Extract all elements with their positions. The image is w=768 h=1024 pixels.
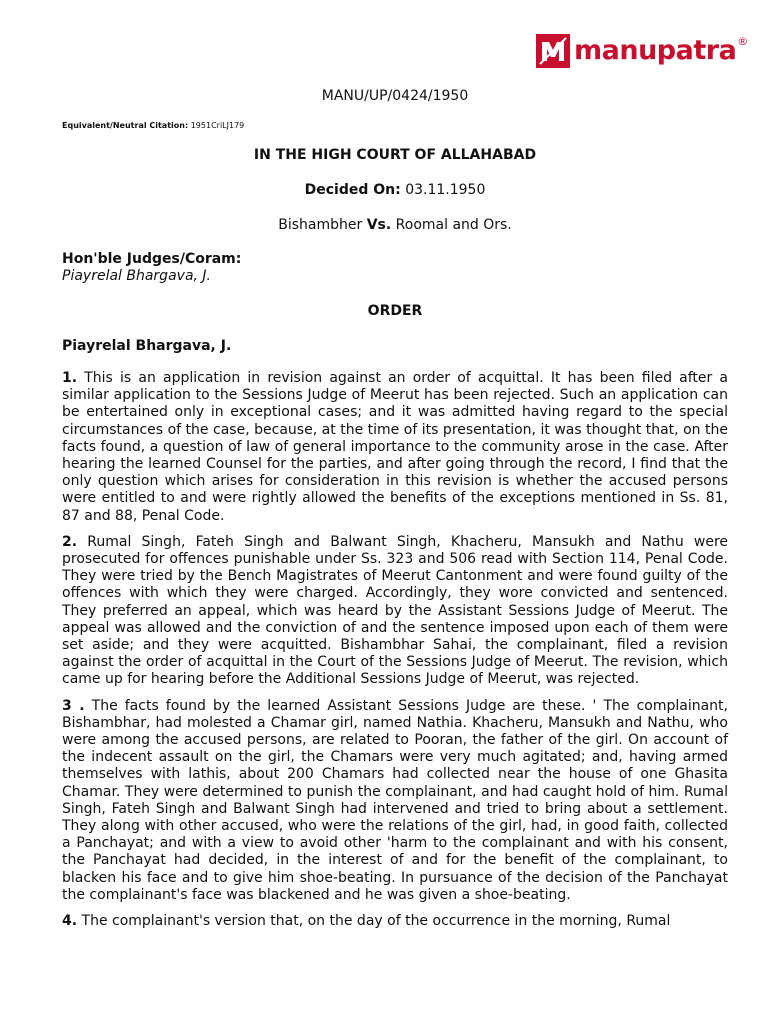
brand-name: manupatra xyxy=(574,35,737,66)
decided-on xyxy=(62,181,728,199)
decided-on-label: Decided On: xyxy=(304,182,401,198)
paragraph-text: Rumal Singh, Fateh Singh and Balwant Singh, Khacheru, Mansukh and Nathu were prosecuted for offences punishable under Ss. 323 and 506 read with Section 114, Penal Code. They were tried by the Bench Magistrates of Meerut Cantonment and were found guilty of the offences with which they were charged. Accordingly, they wore convicted and sentenced. They preferred an appeal, which was heard by the Assistant Sessions Judge of Meerut. The appeal was allowed and the conviction of and the sentence imposed upon each of them were set aside; and they were acquitted. Bishambhar Sahai, the complainant, filed a revision against the order of acquittal in the Court of the Sessions Judge of Meerut. The revision, which came up for hearing before the Additional Sessions Judge of Meerut, was rejected. xyxy=(62,533,729,688)
document-page xyxy=(62,86,728,939)
manu-citation: MANU/UP/0424/1950 xyxy=(321,88,469,104)
paragraph-number: 1. xyxy=(62,370,78,386)
equivalent-citation-label: Equivalent/Neutral Citation: xyxy=(62,121,189,130)
paragraph-number: 2. xyxy=(62,533,78,550)
paragraph-2 xyxy=(62,534,728,689)
paragraph-1 xyxy=(62,370,728,525)
coram-judge: Piayrelal Bhargava, J. xyxy=(62,268,211,284)
paragraph-number: 4. xyxy=(62,913,78,930)
court-name: IN THE HIGH COURT OF ALLAHABAD xyxy=(253,147,537,163)
decided-on-date: 03.11.1950 xyxy=(405,182,486,198)
paragraph-text: The complainant's version that, on the day of the occurrence in the morning, Rumal xyxy=(81,913,671,930)
case-parties xyxy=(62,216,728,234)
respondent: Roomal and Ors. xyxy=(395,217,512,233)
manupatra-logo xyxy=(536,34,748,68)
authoring-judge: Piayrelal Bhargava, J. xyxy=(62,338,232,354)
registered-mark: ® xyxy=(737,34,749,48)
equivalent-citation xyxy=(62,121,728,130)
petitioner: Bishambher xyxy=(278,217,363,233)
paragraph-4 xyxy=(62,913,728,930)
paragraph-text: This is an application in revision against an order of acquittal. It has been filed after a similar application to the Sessions Judge of Meerut has been rejected. Such an application can be entertained only in exceptional cases; and it was admitted having regard to the special circumstances of the case, because, at the time of its presentation, it was thought that, on the facts found, a question of law of general importance to the community arose in the case. After hearing the learned Counsel for the parties, and after going through the record, I find that the only question which arises for consideration in this revision is whether the accused persons were entitled to and were rightly allowed the benefits of the exceptions mentioned in Ss. 81, 87 and 88, Penal Code. xyxy=(62,370,728,524)
paragraph-text: The facts found by the learned Assistant Sessions Judge are these. ' The complainant, Bishambhar, had molested a Chamar girl, named Nathia. Khacheru, Mansukh and Nathu, who were among the accused persons, are related to Pooran, the father of the girl. On account of the indecent assault on the girl, the Chamars were very much agitated; and, having armed themselves with lathis, about 200 Chamars had collected near the house of one Ghasita Chamar. They were determined to punish the complainant, and had caught hold of him. Rumal Singh, Fateh Singh and Balwant Singh had intervened and tried to bring about a settlement. They along with other accused, who were the relations of the girl, had, in good faith, collected a Panchayat; and with a view to avoid other 'harm to the complainant and with his consent, the Panchayat had decided, in the interest of and for the benefit of the complainant, to blacken his face and to give him shoe-beating. In pursuance of the decision of the Panchayat the complainant's face was blackened and he was given a shoe-beating. xyxy=(62,697,728,903)
versus: Vs. xyxy=(366,217,392,233)
paragraph-3 xyxy=(62,698,728,904)
paragraph-number: 3 . xyxy=(62,697,85,714)
order-heading: ORDER xyxy=(367,303,423,319)
coram-label: Hon'ble Judges/Coram: xyxy=(62,251,242,267)
equivalent-citation-value: 1951CriLJ179 xyxy=(190,121,245,130)
manupatra-logo-icon xyxy=(536,34,570,68)
